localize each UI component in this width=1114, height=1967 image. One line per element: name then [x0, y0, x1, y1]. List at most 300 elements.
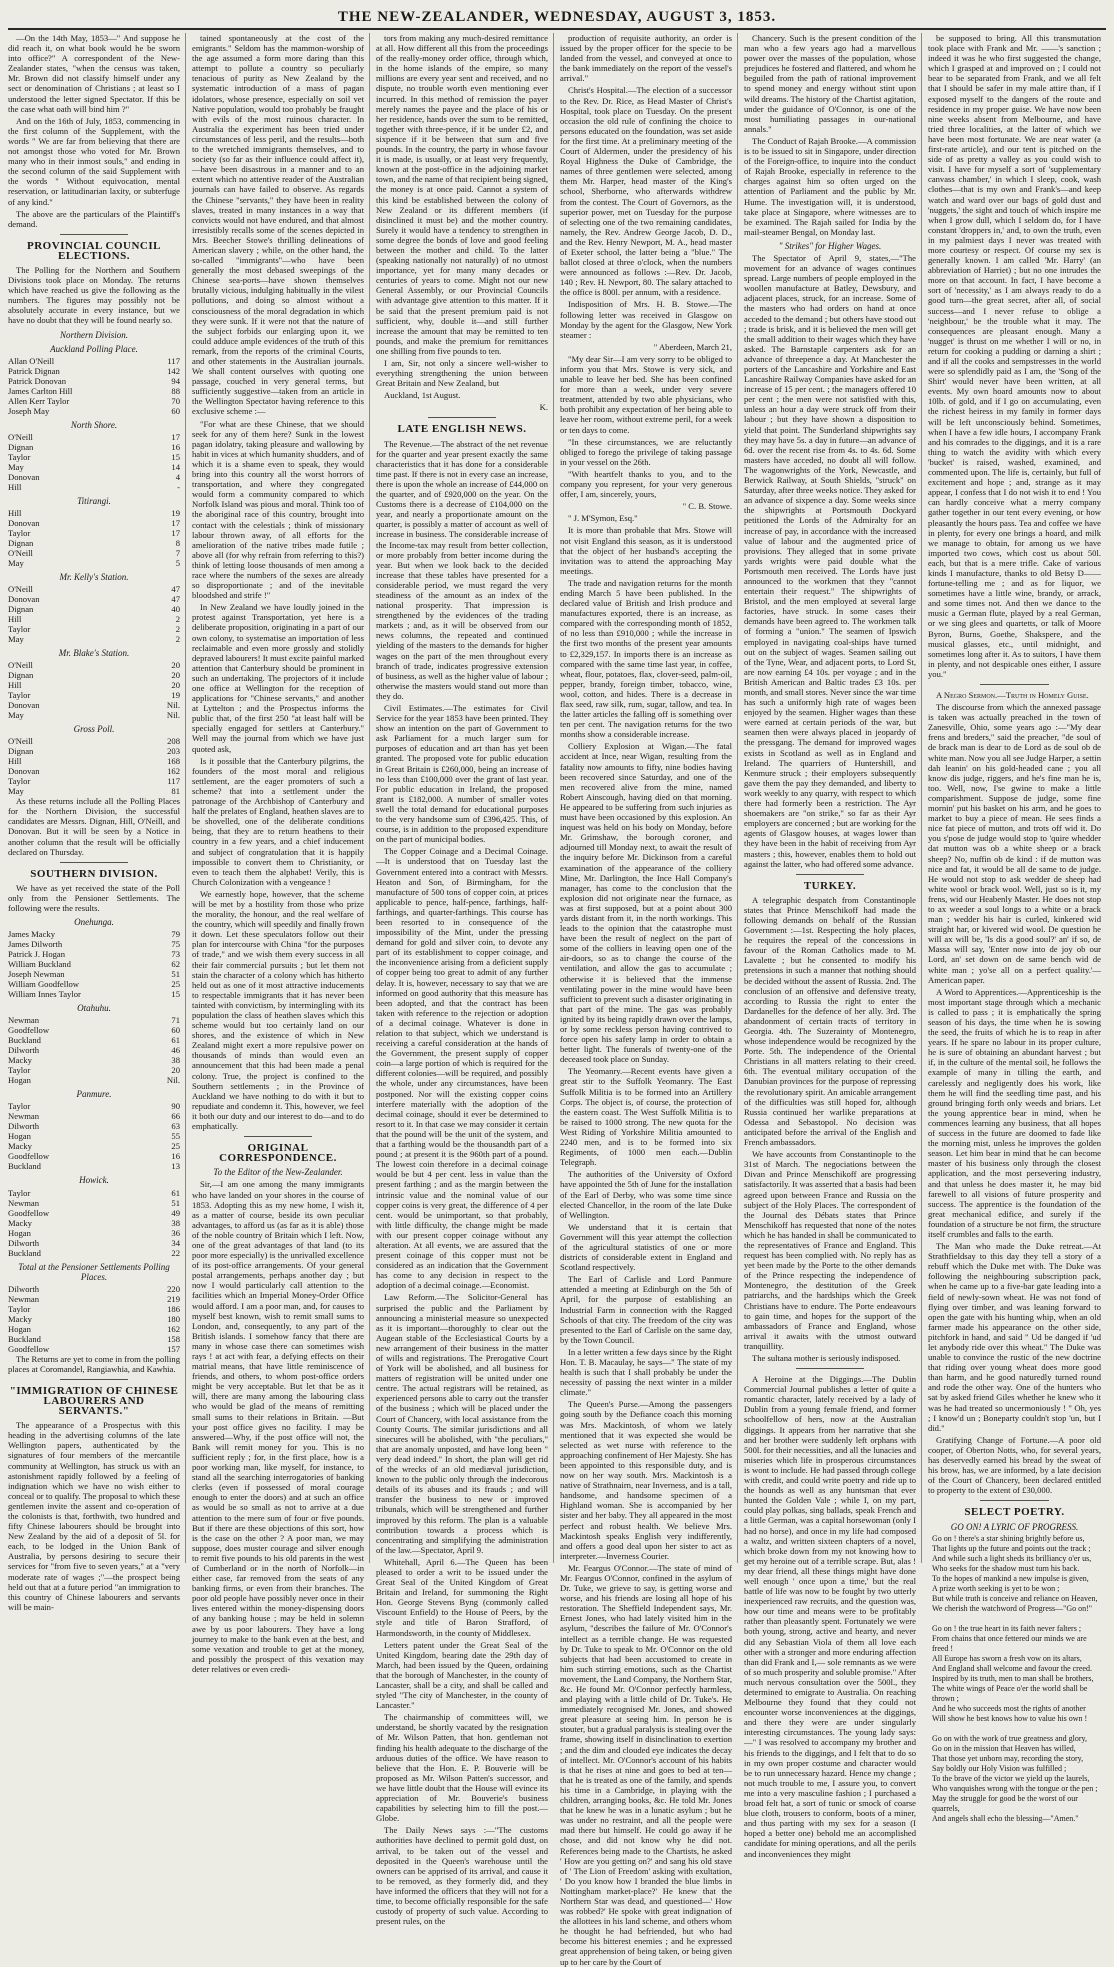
poll-row: [8, 989, 180, 999]
poem-line: [932, 1724, 1101, 1734]
article-text: tained spontaneously at the cost of the emigrants." Seldom has the mammon-worship of the age assumed a form more daring than this attempt to pollute a country so peculiarly tenacious of purity as New Zealand by the systematic introduction of a mass of pagan idolators, whose presence, especially on soil vet Native population, would too probably be fraught with evils of the most ruinous character. In Australia the experiment has been tried under circumstances of less peril, and the results—both to the wretched immigrants themselves, and to society (so far as their influence could affect it),—have been disastrous in a manner and to an extent which no attentive reader of the Australian journals can have failed to observe. As regards the Chinese "servants," they have been in reality slaves, treated in many instances in a way that convicts would not have endured, and that almost irresistibly recalls some of the scenes depicted in Mrs. Beecher Stowe's thrilling delineations of American slavery ; while, on the other hand, the so-called "immigrants"—who have been generally the most debased sweepings of the Chinese sea-ports—have shown themselves brutally vicious, indulging habitually in the vilest pollutions, and doing so almost without a consciousness of the moral degradation in which they were sunk. If it were not that the nature of the subject forbids our enlarging upon it, we could adduce ample evidences of the truth of this remark, from the reports of the criminal Courts, and other statements in the Australian journals. We shall content ourselves with quoting one passage, couched in very general terms, but sufficiently suggestive—taken from an article in the Wellington Spectator having reference to this exclusive scheme :—: [192, 33, 364, 417]
section-title: SELECT POETRY.: [964, 1506, 1065, 1519]
poem-line: Inspired by its truth, men to man shall be brothers,: [932, 1673, 1094, 1683]
poll-row: [8, 1111, 180, 1121]
vote-count: 117: [167, 355, 180, 366]
candidate-name: Hogan: [8, 1131, 31, 1142]
candidate-name: O'Neill: [8, 584, 33, 594]
article-text: Sir,—I am one among the many immigrants who have landed on your shores in the course of 1853. Adopting this as my new home, I wish it, as a matter of course, beside its own peculiar advantages, to afford us (as far as it is able) those of the noble country of Britain which I left. Now, one of the great advantages of that land (to its poor more especially) is the unrivalled excellence of its post-office arrangements. Of your general postal arrangements, perhaps another day ; but now I would particularly call attention to the facilities which an Imperial Money-Order Office would afford. I am a poor man, and, for causes to myself best known, wish to remit small sums to London, and, consequently, to any part of the British islands. I somehow fancy that there are many in whose case there can sometimes wish rays ! at act with fear, a defying effects on their matrial means, that have little reminiscence of friends, and others, to whom post-office orders might be very acceptable. But let that be as it will, there are many among the labouring class who would be glad of the means of remitting small sums to their relations in Britain. —But your post office gives no facility. I may be answered—Why, if the post office will not, the Bank will remit money for you. This is no sufficient reply ; for, in the first place, how is a poor working man, like myself, for instance, to stand all the searching interrogatories of banking clerks (even if possessed of moral courage enough to enter the doors) and at such an office as would be so small as not to arrive at a due attention to the mere sum of four or five pounds. But if there are these objections of this sort, how is the case on the other ? A poor man, we may suppose, does muster courage and silver enough to remit five pounds to his old parents in the west of Cumberland or in the north of Norfolk—in either case, far removed from the seats of any banking firms, or even from their branches. The poor old people have possibly never once in their lives entered within the money-dispensing doors of any banking house ; may be held in solemn awe by us poor labourers. They have a long journey to make to the bank even at the best, and some vexation and trouble to get at the money, and possibly the prospect of this vexation may deter relatives or even credi-: [192, 1179, 364, 1674]
candidate-name: O'Neill: [8, 660, 33, 671]
poem-line: From chains that once fettered our minds we are freed !: [932, 1633, 1087, 1653]
article-text: Gratifying Change of Fortune.—A poor old cooper, of Oberton Notts, who, for several years, has deservedly earned his bread by the sweat of his brow, has, we are informed, by a late decision of the Court of Chancery, been declared entitled to property to the extent of £30,000.: [928, 1434, 1101, 1496]
vote-count: 117: [167, 776, 180, 787]
poll-row: [8, 452, 180, 462]
candidate-name: Taylor: [8, 1065, 31, 1076]
poll-row: [8, 406, 180, 416]
article-text: Mr. Feargus O'Connor.—The state of mind of Mr. Feargus O'Connor, confined in the asylum of Dr. Tuke, we grieve to say, is getting worse and worse, and his friends are losing all hope of his restoration. The Sheffield Independent says, Mr. Ernest Jones, who had lately visited him in the asylum, "describes the failure of Mr. O'Connor's intellect as a terrible change. He was requested by Dr. Tuke to speak to Mr. O'Connor on the old subjects that had been accustomed to create in him such stirring emotions, such as the Chartist movement, the Land Company, the Northern Star, &c. He found Mr. O'Connor perfectly harmless, and playing with a little child of Dr. Tuke's. He immediately recognised Mr. Jones, and showed great pleasure at seeing him. In person he is stouter, but a gradual paralysis is stealing over the frame, showing itself in disinclination to exertion ; and the dim and clouded eye indicates the decay of intellect. Mr. O'Connor's account of his habits is that he rises at nine and goes to bed at ten—that he is treated as one of the family, and spends his time in a Cambridge, in playing with the children, arranging books, &c. He told Mr. Jones that he knew he was in a lunatic asylum ; but he was under no restraint, and all the people were mad there but himself. He could go away if he chose, and did not know why he did not. References being made to the Chartists, he asked ' How are you getting on?' and sang his old stave of ' The Lion of Freedom' asking with exultation, ' Do you know how I branded the blue limbs in Nottingham market-place?' He knew that the Northern Star was dead, and questioned—' How was robbed?' He spoke with great indignation of the allottees in his land scheme, and others whom he thought he had befriended, but who had become his bitterest enemies ; and he expressed great apprehension of being taken, or being given up to her care by the Court of: [560, 1562, 732, 1967]
candidate-name: Macky: [8, 1217, 32, 1228]
vote-count: 162: [167, 766, 180, 777]
poll-row: [8, 1045, 180, 1055]
poll-table: [8, 1101, 180, 1171]
candidate-name: Patrick Donovan: [8, 375, 66, 386]
article-text: Christ's Hospital.—The election of a successor to the Rev. Dr. Rice, as Head Master of Christ's Hospital, took place on Tuesday. On the present occasion the old rule of confining the choice to persons educated on the foundation, was set aside for the first time. At a preliminary meeting of the Court of Aldermen, under the presidency of his Royal Highness the Duke of Cambridge, the names of three gentlemen were selected, among them Mr. Harper, head master of the King's school, Sherborne, who afterwards withdrew from the contest. The Court of Governors, as the superior power, met on Tuesday for the purpose of selecting one of the two remaining candidates, namely, the Rev. Andrew George Jacob, D. D., and the Rev. Henry Newport, M. A., head master of Exeter school, the latter being a "blue." The ballot closed at three o'clock, when the numbers were announced as follows :—Rev. Dr. Jacob, 140 ; Rev. H. Newport, 80. The salary attached to the office is 800l. per annum, with a residence.: [560, 85, 732, 298]
poll-row: [8, 929, 180, 939]
subsection-title: Northern Division.: [59, 329, 128, 340]
poll-row: [8, 604, 180, 614]
candidate-name: Newman: [8, 1293, 40, 1304]
poem-line: A prize worth seeking is yet to be won ;: [932, 1583, 1060, 1593]
candidate-name: Donovan: [8, 471, 40, 482]
poem-line: Who vanquishes wrong with the tongue or the pen ;: [932, 1783, 1098, 1793]
article-text: We have as yet received the state of the Poll only from the Pensioner Settlements. The following were the results.: [8, 882, 180, 914]
divider: [980, 1500, 1049, 1501]
subsection-title: " Strikes" for Higher Wages.: [778, 240, 882, 251]
candidate-name: O'Neill: [8, 547, 33, 558]
vote-count: 19: [171, 507, 180, 518]
poll-table: [8, 432, 180, 492]
section-title: "IMMIGRATION OF CHINESE LABOURERS AND SERVANTS.": [9, 1384, 179, 1418]
poll-row: [8, 548, 180, 558]
poll-row: [8, 1238, 180, 1248]
vote-count: 7: [175, 547, 180, 558]
poll-row: [8, 634, 180, 644]
candidate-name: Joseph Newman: [8, 969, 65, 980]
candidate-name: Donovan: [8, 700, 40, 711]
poll-row: [8, 472, 180, 482]
column-5: [744, 33, 922, 1859]
candidate-name: Dignan: [8, 604, 34, 614]
poem-line: That those yet unborn may, recording the story,: [932, 1753, 1084, 1763]
poll-row: [8, 1334, 180, 1344]
vote-count: 49: [171, 1207, 180, 1218]
poll-row: [8, 462, 180, 472]
vote-count: 73: [171, 949, 180, 960]
candidate-name: May: [8, 710, 24, 721]
vote-count: 203: [167, 746, 180, 757]
signature: Auckland, 1st August.: [384, 390, 461, 401]
poll-row: [8, 1208, 180, 1218]
poem-line: Go on in the mission that Heaven has willed,: [932, 1743, 1076, 1753]
signature-initial: K.: [539, 402, 548, 413]
vote-count: 79: [171, 929, 180, 940]
subsection-title: Panmure.: [76, 1089, 112, 1100]
candidate-name: Buckland: [8, 1035, 41, 1046]
candidate-name: Taylor: [8, 451, 31, 462]
vote-count: 60: [171, 405, 180, 416]
subsection-title: Onehunga.: [74, 917, 114, 928]
vote-count: 22: [171, 1247, 180, 1258]
vote-count: 16: [171, 1151, 180, 1162]
candidate-name: Newman: [8, 1015, 40, 1026]
candidate-name: Joseph May: [8, 405, 50, 416]
vote-count: 36: [171, 1227, 180, 1238]
poll-row: [8, 1055, 180, 1065]
vote-count: 219: [167, 1293, 180, 1304]
column-1: [8, 33, 186, 1612]
poll-row: [8, 508, 180, 518]
vote-count: 158: [167, 1333, 180, 1344]
poll-row: [8, 1248, 180, 1258]
poll-row: [8, 1314, 180, 1324]
poem-line: We cherish the watchword of Progress—"Go on!": [932, 1603, 1093, 1613]
article-text: We understand that it is certain that Government will this year attempt the collection of the agricultural statistics of one or more districts of considerable extent in England and Scotland respectively.: [560, 1221, 732, 1273]
article-text: The authorities of the University of Oxford have appointed the 5th of June for the installation of the Earl of Derby, who was some time since elected Chancellor, in the room of the late Duke of Wellington.: [560, 1169, 732, 1220]
article-text: The appearance of a Prospectus with this heading in the advertising columns of the late Wellington papers, authenticated by the signatures of four members of the mercantile community at Wellington, has struck us with an astonishment rapidly followed by a feeling of indignation which we have no wish either to conceal or to qualify. The proposal to which these gentlemen invite the assent and co-operation of the colonists is that, forthwith, two hundred and fifty Chinese labourers should be brought into New Zealand by the aid of a deposit of 5l. for each, to be lodged in the Union Bank of Australia, by persons desiring to secure their services for "from five to seven years," at a "very moderate rate of wages ;"—the prospect being held out that at a future period "an immigration to this country of Chinese labourers and servants will be main-: [8, 1420, 180, 1612]
vote-count: 75: [171, 939, 180, 950]
vote-count: 17: [171, 517, 180, 528]
poem-line: Will show he best knows how to value his own !: [932, 1713, 1088, 1723]
vote-count: 51: [171, 1197, 180, 1208]
vote-count: 180: [167, 1313, 180, 1324]
article-text: A Word to Apprentices.—Apprenticeship is the most important stage through which a mechanic is called to pass ; it is emphatically the spring season of his days, the time when he is sowing the seed, the fruits of which he is to reap in after years. If he spare no labour in its proper culture, he is sure of obtaining an abundant harvest ; but if, in the culture of the mental soil, he follows the example of many in tilling the earth, and carelessly and negligently does his work, like them he will find the seedling time past, and his ground bringing forth only weeds and briars. Let the young apprentice bear in mind, when he commences learning any business, that all hopes of success in the future are doomed to fade like the morning mist, unless he improves the golden season. Let him bear in mind that he can become master of his business only through the closest application, and the most persevering industry, and that unless he does master it, he may bid farewell to all visions of future prosperity and success. The apprentice is the foundation of the great mechanical edifice, and surely if the foundation of a structure be not firm, the structure itself crumbles and falls to the earth.: [928, 986, 1101, 1239]
candidate-name: May: [8, 634, 24, 644]
poll-row: [8, 1065, 180, 1075]
article-text: The sultana mother is seriously indisposed.: [752, 1353, 901, 1363]
poem-line: And he who succeeds most the rights of another: [932, 1703, 1086, 1713]
poem-line: May the struggle for good be the worst of our quarrels,: [932, 1793, 1078, 1813]
vote-count: 38: [171, 1217, 180, 1228]
candidate-name: William Goodfellow: [8, 979, 80, 990]
poll-row: [8, 1101, 180, 1111]
article-text: A telegraphic despatch from Constantinople states that Prince Menschikoff had made the following demands on behalf of the Russian Government :—1st. Respecting the holy places, he requires the repeal of the concessions in favour of the Roman Catholics made to M. Lavalette ; but he consented to modify his pretensions in such a manner that nothing should be decided without the assent of Russia. 2nd. The conclusion of an offensive and defensive treaty, according to Russia the right to enter the Dardanelles for the defence of her ally. 3rd. The abandonment of certain tracts of territory in Georgia. 4th. The Suzerainty of Montenegro, whose independence would be recognized by the Porte. 5th. The independence of the Oriental Christians in all matters relating to their creed. 6th. The eventual military occupation of the Danubian provinces for the purpose of repressing the revolutionary spirit. An amicable arrangement of the difficulties was still hoped for, although Russia continued her warlike preparations at Odessa and Sebastopol. No decision was anticipated before the arrival of the English and French ambassadors.: [744, 894, 916, 1148]
vote-count: 15: [171, 989, 180, 1000]
vote-count: 61: [171, 1035, 180, 1046]
candidate-name: Dignan: [8, 670, 34, 681]
poem-line: The white wings of Peace o'er the world shall be thrown ;: [932, 1683, 1088, 1703]
subsection-title: Otahuhu.: [77, 1003, 111, 1014]
poll-row: [8, 356, 180, 366]
poll-row: [8, 1131, 180, 1141]
poem-line: Who seeks for the shadow must turn his back.: [932, 1563, 1080, 1573]
vote-count: Nil.: [166, 710, 180, 721]
poem-line: All Europe has sworn a fresh vow on its altars,: [932, 1653, 1082, 1663]
article-text: be supposed to bring. All this transmutation took place with Frank and Mr. ——'s sanction ; indeed it was he who first suggested the change, which I grasped at and improved on ; I could not bear to be separated from Frank, and we all felt that I should be safer in my male attire than, if I exposed myself to the dangers of the route and residence in my proper guise. We have now been nine weeks absent from Melbourne, and have tried three localities, at the latter of which we have been most fortunate. We are near water (a first-rate article), and our tent is pitched on the side of as pretty a valley as you could wish to visit. I have for myself a sort of 'supplementary canvass chamber,' in which I sleep, cook, wash clothes—that is my own and Frank's—and keep watch and ward over our bags of gold dust and 'nuggets,' the sight and touch of which inspire me when I grow dull, which I seldom do, for I have constant 'droppers in,' and, to own the truth, even in my palmiest days I never was treated with more courtesy or respect. Of course my sex is generally known. I am called 'Mr. Harry' (an abbreviation of Harriet) ; but no one intrudes the more on that account. In fact, I have become a sort of 'necessity,' as I am always ready to do a good turn—the great secret, after all, of social success—and I never refuse to oblige a 'neighbour,' be the trouble what it may. The consequences are pleasant enough. Many a 'nugget' is thrust on me whether I will or no, in return for cooking a pudding or darning a shirt ; and if all the cooks and sempstresses in the world were so splendidly paid as I am, the 'Song of the Shirt' would never have been written, at all events. My own hoard amounts now to about 10lb. of gold, and if I go on accumulating, even the richest heiress in my family in former days will be left unconsciously behind. Sometimes, when I have a few idle hours, I accompany Frank and his comrades to the diggings, and it is a rare thing to watch the avidity with which every 'bucket' is raised, washed, examined, and commented upon. The life is, certainly, but full of excitement and hope ; and, strange as it may appear, I confess that I do not wish it to end ! You can hardly conceive what a merry company gather together in our tent every evening, or how pleasantly the hours pass. Tea and coffee we have in plenty, for every one brings a hoard, and milk we manage to obtain, for among us we have imported two cows, which cost us about 50l. each, but that is a mere trifle. Cake of various kinds I manufacture, thanks to old Betsy D—— fortune-telling me ; and as for liquor, we sometimes have a little wine, brandy, or arrack, and some times not. And then we dance to the music a German flute, played by a real German, or we sing glees and quartetts, or talk of Moore Byron, Burns, Goethe, Shakspere, and the musical glasses, etc., until midnight, and sometimes long after it. As to suitors, I have them in plenty, and not despicable ones either, I assure you.": [928, 33, 1101, 679]
article-text: "My dear Sir—I am very sorry to be obliged to inform you that Mrs. Stowe is very sick, and unable to leave her bed. She has been confined for more than a week, under very severe treatment, attended by two able physicians, who both prohibit any expectation of her being able to leave her room, without extreme peril, for a week or ten days to come.: [560, 353, 732, 435]
article-text: "In these circumstances, we are reluctantly obliged to forego the privilege of taking passage in your vessel on the 26th.: [560, 436, 732, 467]
vote-count: 157: [167, 1343, 180, 1354]
vote-count: 220: [167, 1283, 180, 1294]
candidate-name: Patrick J. Hogan: [8, 949, 66, 960]
poem-line: Go on ! the true heart in its faith never falters ;: [932, 1623, 1082, 1633]
poll-row: [8, 1324, 180, 1334]
vote-count: 38: [171, 1055, 180, 1066]
subsection-title: North Shore.: [70, 419, 118, 430]
poll-row: [8, 624, 180, 634]
vote-count: 142: [167, 365, 180, 376]
article-text: We earnestly hope, however, that the scheme will be met by a hostility from those who prize the morality, the honour, and the real welfare of the country, which will speedily and finally frown it down. Let these speculators follow out their plan for intercourse with China "for the purposes of trade," and we wish them every success in all their fair commercial pursuits ; but let them not stain the character of a colony which has hitherto held out as one of it most attractive inducements to respectable immigrants that it has never been tainted with convictism, by intermingling with its population the class of heathen slaves which this scheme would but too certainly land on our shores, and the existence of which in New Zealand might exert a more repulsive power on thousands of minds than would even an announcement that this had been made a penal colony. True, the project is confined to the Southern settlements ; in the Province of Auckland we have nothing to do with it but to repudiate and condemn it. This, however, we feel it both our duty and our interest to do—and to do emphatically.: [192, 888, 364, 1132]
poll-row: [8, 538, 180, 548]
candidate-name: O'Neill: [8, 431, 33, 442]
candidate-name: William Innes Taylor: [8, 989, 81, 1000]
column-6: [928, 33, 1106, 1823]
candidate-name: Dilworth: [8, 1283, 40, 1294]
candidate-name: Allan O'Neill: [8, 355, 55, 366]
article-text: The Polling for the Northern and Southern Divisions took place on Monday. The returns which have reached us give the following as the numbers. The figures may possibly not be absolutely accurate in every instance, but we have no doubt that they will be found nearly so.: [8, 264, 180, 326]
vote-count: 16: [171, 441, 180, 452]
candidate-name: William Buckland: [8, 959, 71, 970]
article-text: The discourse from which the annexed passage is taken was actually preached in the town of Zanesville, Ohio, some years ago :—"My dear frens and breders," said the preacher, "de soul of de brack man is dear to de Lord as de soul ob de white man. Now you all see Judge Harper, a settin dah leanin' on his gold-headed cane ; you all know dis judge, riggers, and he's fine man he is, too. Well, now, I'se gwine to make a little comparishment. Suppose de judge, some fine mornin' put his basket on his arm, and he goes to market to buy a piece of mean. He sees finds a nice fat piece of mutton, and trots off wid it. Do you s'pose de judge would stop to 'quire whedder dat mutton was ob a white sheep or a brack sheep? No, nuffin ob de kind : if de mutton was nice and fat, it would be all de same to de judge. He would not stop to ask wedder de sheep had white wool or brack wool. Well, just so is it, my frens, wid our Heabenly Master. He does not stop to ax weeder a soul longs to a white or a brack man ; wedder his hair is curled, kinkered wid straight har, or kivered wid wool. De question he will ax will be, 'Is dis a good soul?' an' if so, de Massa will say, 'Enter now into de joy ob our Lord, an' set down on de same bench wid de white man ; yo'se all on a perfect quality.'—American paper.: [928, 702, 1101, 985]
subsection-title: Howick.: [79, 1175, 109, 1186]
candidate-name: Hogan: [8, 1323, 31, 1334]
article-text: "For what are these Chinese, that we should seek for any of them here? Sunk in the lowest pagan idolatry, taking pleasure and wallowing by habit in vices at which humanity shudders, and of which it is a shame even to speak, they would bring into this country all the worst horrors of transportation, and where they congregated would form a community compared to which Norfolk Island was pious and moral. Think too of the aboriginal race of this country, brought into contact with the celestials ; think of missionary labour thrown away, of all efforts for the amelioration of the native tribes made futile ; above all (for why refrain from referring to this?) think of letting loose thousands of men among a race where the numbers of the sexes are already so disproportionate ; and of the inevitable bloodshed and strife !": [192, 418, 364, 601]
poll-row: [8, 366, 180, 376]
poll-row: [8, 969, 180, 979]
vote-count: 17: [171, 431, 180, 442]
poll-row: [8, 1198, 180, 1208]
divider: [60, 862, 129, 863]
vote-count: 40: [171, 604, 180, 614]
article-text: The chairmanship of committees will, we understand, be shortly vacated by the resignation of Mr. Wilson Patten, that hon. gentleman not finding his health adequate to the discharge of the arduous duties of the office. We have reason to believe that the Hon. E. P. Bouverie will be proposed as Mr. Wilson Patten's successor, and we have little doubt that the House will evince its appreciation of Mr. Bouverie's business capabilities by selecting him to fill the post.—Globe.: [376, 1712, 548, 1824]
poll-row: [8, 386, 180, 396]
letter-location: " Aberdeen, March 21,: [653, 341, 732, 352]
vote-count: 61: [171, 1187, 180, 1198]
poll-row: [8, 1228, 180, 1238]
candidate-name: Taylor: [8, 776, 31, 787]
divider: [60, 1379, 129, 1380]
candidate-name: Dilworth: [8, 1121, 40, 1132]
section-title: LATE ENGLISH NEWS.: [397, 423, 527, 436]
article-text: The Daily News says :—"The customs authorities have declined to permit gold dust, on arrival, to be taken out of the vessel and deposited in the Queen's warehouse until the owners can be apprised of its arrival, and cause it to be removed, as they formerly did, and they have informed the officers that they will not for a time, to become officially responsible for the safe custody of property of such value. According to present rules, on the: [376, 1825, 548, 1927]
vote-count: 25: [171, 979, 180, 990]
article-text: The Queen's Purse.—Among the passengers going south by the Defiance coach this morning was Mrs. Mackintosh, of whom we lately mentioned that it was expected she would be selected as wet nurse with reference to the approaching confinement of Her Majesty. She has been appointed to this responsible duty, and is now on her way south. Mrs. Mackintosh is a native of Strathnairn, near Inverness, and is a tall, handsome, and handsome specimen of a Highland woman. She is accompanied by her sister and her baby. They all appeared in the most perfect and robust health. We believe Mrs. Mackintosh speaks English very indifferently, and offers a good deal upon her sister to act as interpreter.—Inverness Courier.: [560, 1399, 732, 1561]
candidate-name: May: [8, 557, 24, 568]
poll-row: [8, 584, 180, 594]
poll-row: [8, 1344, 180, 1354]
poll-row: [8, 376, 180, 386]
article-text: The Yeomanry.—Recent events have given a great stir to the Suffolk Yeomanry. The East Suffolk Militia is to be formed into an Artillery Corps. The object is, of course, the protection of the eastern coast. The West Suffolk Militia is to be raised to 1000 strong. The new quota for the West Riding of Yorkshire Militia amounted to 2240 men, and is to be formed into six Regiments, of 1000 men each.—Dublin Telegraph.: [560, 1066, 732, 1168]
poll-row: [8, 432, 180, 442]
poll-row: [8, 1141, 180, 1151]
vote-count: 8: [175, 537, 180, 548]
poem-line: And while such a light sheds its brilliancy o'er us,: [932, 1553, 1092, 1563]
candidate-name: Patrick Dignan: [8, 365, 60, 376]
vote-count: 62: [171, 959, 180, 970]
candidate-name: May: [8, 786, 24, 797]
divider: [60, 234, 129, 235]
poem-title: GO ON! A LYRIC OF PROGRESS.: [950, 1521, 1079, 1532]
candidate-name: Donovan: [8, 766, 40, 777]
column-3: [376, 33, 554, 1927]
vote-count: 2: [175, 614, 180, 624]
candidate-name: Donovan: [8, 517, 40, 528]
vote-count: 46: [171, 1045, 180, 1056]
candidate-name: Taylor: [8, 1187, 31, 1198]
poll-row: [8, 482, 180, 492]
poll-row: [8, 558, 180, 568]
subsection-title: Mr. Kelly's Station.: [59, 571, 129, 582]
article-text: Indisposition of Mrs. H. B. Stowe.—The following letter was received in Glasgow on Monday by the agent for the Glasgow, New York steamer :: [560, 299, 732, 340]
poll-row: [8, 1035, 180, 1045]
poll-table: [8, 929, 180, 999]
poll-row: [8, 736, 180, 746]
subsection-title: Titirangi.: [77, 495, 111, 506]
article-text: As these returns include all the Polling Places for the Northern Division, the successful candidates are Messrs. Dignan, Hill, O'Neill, and Donovan. But it will be seen by a Notice in another column that the result will be officially declared on Thursday.: [8, 796, 180, 857]
candidate-name: Dignan: [8, 746, 34, 757]
poll-row: [8, 979, 180, 989]
section-title: ORIGINAL CORRESPONDENCE.: [219, 1142, 337, 1165]
vote-count: 2: [175, 634, 180, 644]
poll-row: [8, 1218, 180, 1228]
candidate-name: Hill: [8, 614, 22, 624]
vote-count: 20: [171, 680, 180, 691]
candidate-name: Goodfellow: [8, 1343, 50, 1354]
candidate-name: Taylor: [8, 527, 31, 538]
vote-count: 81: [171, 786, 180, 797]
poll-table: [8, 584, 180, 644]
section-title: TURKEY.: [803, 879, 857, 892]
candidate-name: May: [8, 461, 24, 472]
poem-line: But while truth is conceive and reliance on Heaven,: [932, 1593, 1098, 1603]
vote-count: 2: [175, 624, 180, 634]
poem-line: Say boldly our Holy Vision was fulfilled ;: [932, 1763, 1067, 1773]
poem-line: That lights up the future and points out the track ;: [932, 1543, 1091, 1553]
vote-count: 14: [171, 461, 180, 472]
poll-row: [8, 786, 180, 796]
poll-row: [8, 1025, 180, 1035]
vote-count: Nil.: [166, 1075, 180, 1086]
candidate-name: Newman: [8, 1111, 40, 1122]
article-text: The Earl of Carlisle and Lord Panmure attended a meeting at Edinburgh on the 5th of April, for the purpose of establishing an Industrial Farm in connection with the Ragged Schools of that city. The freedom of the city was presented to the Earl of Carlisle on the same day, by the Town Council.: [560, 1274, 732, 1345]
article-text: A Negro Sermon.—Truth in Homely Guise.: [936, 690, 1089, 700]
poll-row: [8, 528, 180, 538]
signature: " C. B. Stowe.: [682, 501, 732, 512]
candidate-name: Macky: [8, 1313, 32, 1324]
candidate-name: Macky: [8, 1055, 32, 1066]
poll-row: [8, 710, 180, 720]
poll-row: [8, 660, 180, 670]
vote-count: 60: [171, 1025, 180, 1036]
article-text: production of requisite authority, an order is issued by the proper officer for the specie to be landed from the vessel, and conveyed at once to the bank immediately on the report of the vessel's arrival.": [560, 33, 732, 84]
article-text: In a letter written a few days since by the Right Hon. T. B. Macaulay, he says—" The state of my health is such that I shall probably be under the necessity of passing the next winter in a milder climate.": [560, 1346, 732, 1398]
letter-addressee: " J. M'Symon, Esq.": [568, 513, 638, 524]
article-text: Whitehall, April 6.—The Queen has been pleased to order a writ to be issued under the Great Seal of the United Kingdom of Great Britain and Ireland, for summoning the Right Hon. George Stevens Byng (commonly called Viscount Enfield) to the House of Peers, by the style and title of Baron Strafford, of Harmondsworth, in the county of Middlesex.: [376, 1556, 548, 1638]
vote-count: -: [177, 481, 180, 492]
columns: [8, 33, 1106, 1967]
vote-count: 51: [171, 969, 180, 980]
candidate-name: Hogan: [8, 1075, 31, 1086]
poll-row: [8, 1284, 180, 1294]
candidate-name: Taylor: [8, 1303, 31, 1314]
poem-line: To the brave of the victor we yield up the laurels,: [932, 1773, 1090, 1783]
poll-row: [8, 442, 180, 452]
vote-count: Nil.: [166, 700, 180, 711]
candidate-name: Hill: [8, 481, 22, 492]
subsection-title: To the Editor of the New-Zealander.: [213, 1167, 343, 1178]
article-text: The Conduct of Rajah Brooke.—A commission is to be issued to sit in Singapore, under direction of the Foreign-office, to inquire into the conduct of Rajah Brooke, especially in reference to the charges against him so often urged on the attention of Parliament and the public by Mr. Hume. The investigation will, it is understood, take place at Singapore, where witnesses are to be examined. The Rajah sailed for India by the mail-steamer Bengal, on Monday last.: [744, 135, 916, 237]
vote-count: 5: [175, 557, 180, 568]
poll-table: [8, 1188, 180, 1258]
candidate-name: Buckland: [8, 1161, 41, 1172]
poll-row: [8, 766, 180, 776]
poll-row: [8, 939, 180, 949]
article-text: The trade and navigation returns for the month ending March 5 have been published. In the declared value of British and Irish produce and manufactures exported, there is an increase, as compared with the corresponding month of 1852, of no less than £910,000 ; while the increase in the first two months of the present year amounts to £2,329,157. In imports there is an increase as compared with the same time last year, in coffee, wheat, flour, potatoes, flax, clover-seed, palm-oil, pepper, brandy, foreign timber, tobacco, wine, wool, cotton, and hides. There is a decrease in flax seed, raw silk, rum, sugar, tallow, and tea. In the latter articles the falling off is something over ten per cent. The navigation returns for the two months show a considerable increase.: [560, 577, 732, 740]
section-title: PROVINCIAL COUNCIL ELECTIONS.: [27, 239, 161, 262]
candidate-name: James Dilworth: [8, 939, 63, 950]
vote-count: 25: [171, 1141, 180, 1152]
poem: [928, 1534, 1101, 1824]
vote-count: 70: [171, 395, 180, 406]
poll-row: [8, 1015, 180, 1025]
candidate-name: James Macky: [8, 929, 56, 940]
poll-row: [8, 1075, 180, 1085]
column-4: [560, 33, 738, 1967]
poll-row: [8, 776, 180, 786]
article-text: Chancery. Such is the present condition of the man who a few years ago had a marvellous power over the masses of the population, whose prejudices he fostered and flattered, and whom he beguiled from the path of rational improvement to spend money and energy without stint upon wild dreams. The history of the Chartist agitation, under the guidance of O'Connor, is one of the most humiliating passages in our-national annals.": [744, 33, 916, 134]
vote-count: 186: [167, 1303, 180, 1314]
poll-row: [8, 1294, 180, 1304]
poem-line: [932, 1614, 1101, 1624]
candidate-name: Newman: [8, 1197, 40, 1208]
vote-count: 17: [171, 527, 180, 538]
poll-row: [8, 1151, 180, 1161]
candidate-name: Taylor: [8, 1101, 31, 1112]
subsection-title: Total at the Pensioner Settlements Polling Places.: [18, 1261, 170, 1282]
article-text: The above are the particulars of the Plaintiff's demand.: [8, 208, 180, 229]
subsection-title: Gross Poll.: [73, 724, 115, 735]
poll-row: [8, 1161, 180, 1171]
poll-table: [8, 660, 180, 720]
candidate-name: James Carlton Hill: [8, 385, 73, 396]
divider: [980, 684, 1049, 685]
candidate-name: O'Neill: [8, 736, 33, 747]
vote-count: 168: [167, 756, 180, 767]
poll-table: [8, 1284, 180, 1354]
article-text: And on the 16th of July, 1853, commencing in the first column of the Supplement, with the words " We are far from believing that there are not amongst those who voted for Mr. Brown many who in their inmost souls," and ending in the second column of the said Supplement with the words " Without equivocation, mental reservation, or latitudinarian laxity, or subterfuge of any kind.": [8, 115, 180, 207]
poll-row: [8, 396, 180, 406]
candidate-name: Hill: [8, 756, 22, 767]
poll-row: [8, 1188, 180, 1198]
article-text: "With heartfelt thanks to you, and to the company you represent, for your very generous offer, I am, sincerely, yours,: [560, 468, 732, 500]
vote-count: 34: [171, 1237, 180, 1248]
article-text: Civil Estimates.—The estimates for Civil Service for the year 1853 have been printed. They show an intention on the part of Government to ask Parliament for a much larger sum for purposes of education and art than has yet been granted. The proposed vote for public education in Great Britain is £260,000, being an increase of no less than £100,000 over the grant of last year. For public education in Ireland, the proposed grant is £182,000. A number of smaller votes swell the total demand for educational purposes to the very handsome sum of £396,425. This, of course, is in addition to the proposed expenditure on the part of municipal bodies.: [376, 703, 548, 845]
candidate-name: Hill: [8, 680, 22, 691]
poll-row: [8, 1304, 180, 1314]
poll-row: [8, 1121, 180, 1131]
article-text: We have accounts from Constantinople to the 31st of March. The negociations between the Divan and Prince Menschikoff are progressing satisfactorily. It was asserted that a basis had been agreed upon between France and Russia on the subject of the Holy Places. The correspondent of the Journal des Débats states that Prince Menschikoff has requested that none of the notes which he has handed in shall be communicated to the representatives of France and England. This request has been complied with. No reply has as yet been made by the Porte to the other demands of the Prince respecting the independence of Montenegro, the destitution of the Greek patriarchs, and the hardships which the Greek Christians have to endure. The Porte endeavours to gain time, and hopes for the support of the ambassadors of France and England, whose arrival it awaits with the utmost outward tranquillity.: [744, 1149, 916, 1351]
divider: [796, 1368, 865, 1369]
masthead-rule: [8, 28, 1106, 30]
poll-row: [8, 518, 180, 528]
vote-count: 13: [171, 1161, 180, 1172]
poll-table: [8, 736, 180, 796]
candidate-name: Buckland: [8, 1247, 41, 1258]
poll-row: [8, 670, 180, 680]
masthead: THE NEW-ZEALANDER, WEDNESDAY, AUGUST 3, 1853.: [337, 9, 777, 25]
vote-count: 94: [171, 375, 180, 386]
candidate-name: Dignan: [8, 537, 34, 548]
section-title: SOUTHERN DIVISION.: [30, 867, 158, 880]
article-text: The Returns are yet to come in from the polling places at Coromandel, Rangiawhia, and Kawhia.: [8, 1353, 180, 1374]
vote-count: 19: [171, 690, 180, 701]
article-text: The Copper Coinage and a Decimal Coinage.—It is understood that on Tuesday last the Government entered into a contract with Messrs. Heaton and Son, of Birmingham, for the manufacture of 500 tons of copper coin, at prices applicable to pence, half-pence, farthings, half-farthings, and quarter-farthings. This course has been resorted to in consequence of the impossibility of the Mint, under the pressing demand for gold and silver coin, to devote any part of its establishment to copper coinage, and the inconvenience arising from a deficient supply of copper being too great to admit of any further delay. It is, however, necessary to say that we are informed on good authority that this measure has been adopted, and that the contract has been taken with reference to the rejection or adoption of a decimal coinage. Whatever is done in relation to that subject, which we understand is receiving a careful consideration at the hands of the Government, the present supply of copper coin—a large portion of which is required for the different colonies—will be required, and possibly the whole, under any circumstances, have been postponed. Nor will the existing copper coins interfere materially with the adoption of the decimal coinage, should it ever be determined to resort to it. In that case we may consider it certain that the pound will be the unit of the system, and that a farthing would be the thousandth part of a pound ; at present it is the 960th part of a pound. The lowest coin therefore in a decimal coinage would be but 4 per cent. less in value than the present farthing ; and as the margin between the intrinsic value and the nominal value of our copper coins is very great, the difference of 4 per cent. would be unimportant, so that probably, with little difficulty, the change might be made with our present copper coinage without any alteration. At all events, we are assured that the present coinage of this copper must not be considered as an indication that the Government has come to any decision in respect to the adoption of a decimal coinage.—Economist.: [376, 846, 548, 1291]
article-text: The Man who made the Duke retreat.—At Strathfieldsay to this day they tell a story of a rebuff which the Duke met with. The Duke was following the neighbouring subscription pack, when he came up to a five-bar gate leading into a field of newly-sown wheat. He was not fond of flying over timber, and was leaning forward to open the gate with his hunting whip, when an old farmer made his appearance on the other side, pitchfork in hand, and said " Ud be danged if 'ud let anybody ride over this wheat." The Duke was unable to convince the rustic of the new doctrine that riding over young wheat does more good than harm, and he good naturedly turned round and rode the other way. One of the hunters who sat by asked friend Giles whether he knew who it was he had treated so uncermoniously ! " Oh, yes ; I know'd un ; Boneparty couldn't stop 'un, but I did.": [928, 1241, 1101, 1433]
candidate-name: Taylor: [8, 690, 31, 701]
poll-row: [8, 594, 180, 604]
vote-count: 55: [171, 1131, 180, 1142]
article-text: The Revenue.—The abstract of the net revenue for the quarter and year present exactly the same characteristics that it has done for a considerable time past. If there is not in every case an increase, there is upon the whole an increase of £44,000 on the quarter, and of £920,000 on the year. On the Customs there is a decrease of £104,000 on the year, and nearly a proportionate amount on the quarter, is possibly a matter of account as well of increase in business. The considerable increase of the Income-tax may result from better collection, or more probably from better income during the year. But when we look back to the decided increase that these tables have presented for a considerable period, we must regard the very steadiness of the amount as an index of the national prosperity. That impression is strengthened by the evidences of the trading markets ; and, as it will be observed from our news columns, the repeated and continued yielding of the masters to the demands for higher wages on the part of the men throughout every branch of trade, indicates progressive extension of business, as well as the higher value of labour ; otherwise the masters would stand out more than they do.: [376, 438, 548, 701]
candidate-name: Macky: [8, 1141, 32, 1152]
subsection-title: Auckland Polling Place.: [50, 343, 138, 354]
vote-count: 15: [171, 451, 180, 462]
candidate-name: Goodfellow: [8, 1207, 50, 1218]
article-text: Is it possible that the Canterbury pilgrims, the founders of the most moral and religious settlement, are the eager promoters of such a scheme? that into a settlement under the patronage of the Archbishop of Canterbury and half the prelates of England, heathen slaves are to be shovelled, one of the deliberate conditions being, that they are to return heathens to their country in a few years, and a chief inducement and subject of congratulation that it is happily impossible to convert them to Christianity, or even to teach them the alphabet! Verily, this is Church Colonization with a vengeance !: [192, 755, 364, 887]
subsection-title: Mr. Blake's Station.: [58, 648, 130, 658]
article-text: A Heroine at the Diggings.—The Dublin Commercial Journal publishes a letter of quite a romantic character, lately received by a lady of Dublin from a young female friend, and former schoolfellow of hers, now at the Australian diggings. It appears from her narrative that she and her brother were suddenly left orphans with 500l. for their necessities, and all the lunacies and miseries which life in prosperous circumstances is wont to include. He had passed through college with credit, and could write poetry and ride up to the hounds as well as any huntsman that ever hunted the Golden Vale ; while I, on my part, could play polkas, sing ballads, speak French and a little German, was a capital horsewoman (only I had no horse), and once in my life had composed a waltz, and written sixteen chapters of a novel, which broke down from my not knowing how to get my heroine out of a terrible scrape. But, alas ! my dear friend, all these things might have done well enough ' once upon a time,' but the real battle of life was now to be fought by two utterly inexperienced raw recruits, and the question was, how our time and means were to be profitably rather than pleasantly spent. Fortunately we were both young, strong, active and hearty, and never did any Sebastian Viola of them all love each other with a stronger and more enduring affection than did Frank and I,— sole remnants as we were of so much prosperity and soluble promise." After much nervous consultation over the 500l., they determined to emigrate to Australia. On reaching Melbourne they found that they could not encounter worse inconveniences at the diggings, and there they were are under singularly interesting circumstances. The young lady says:—" I was resolved to accompany my brother and his friends to the diggings, and I felt that to do so in my own proper costume and character would be to run unnecessary hazard. Hence my change ; not much trouble to me, I assure you, to convert me into a very masculine fashion ; I purchased a broad felt hat, a sort of tunic or smock of coarse blue cloth, trousers to conform, boots of a miner, and thus parting with my sex for a season (I hoped a better one) behold me an accomplished candidate for mining operations, and all the perils and inconveniences they might: [744, 1374, 917, 1859]
poll-table: [8, 1015, 180, 1085]
candidate-name: Hogan: [8, 1227, 31, 1238]
poll-row: [8, 949, 180, 959]
divider: [244, 1136, 313, 1137]
